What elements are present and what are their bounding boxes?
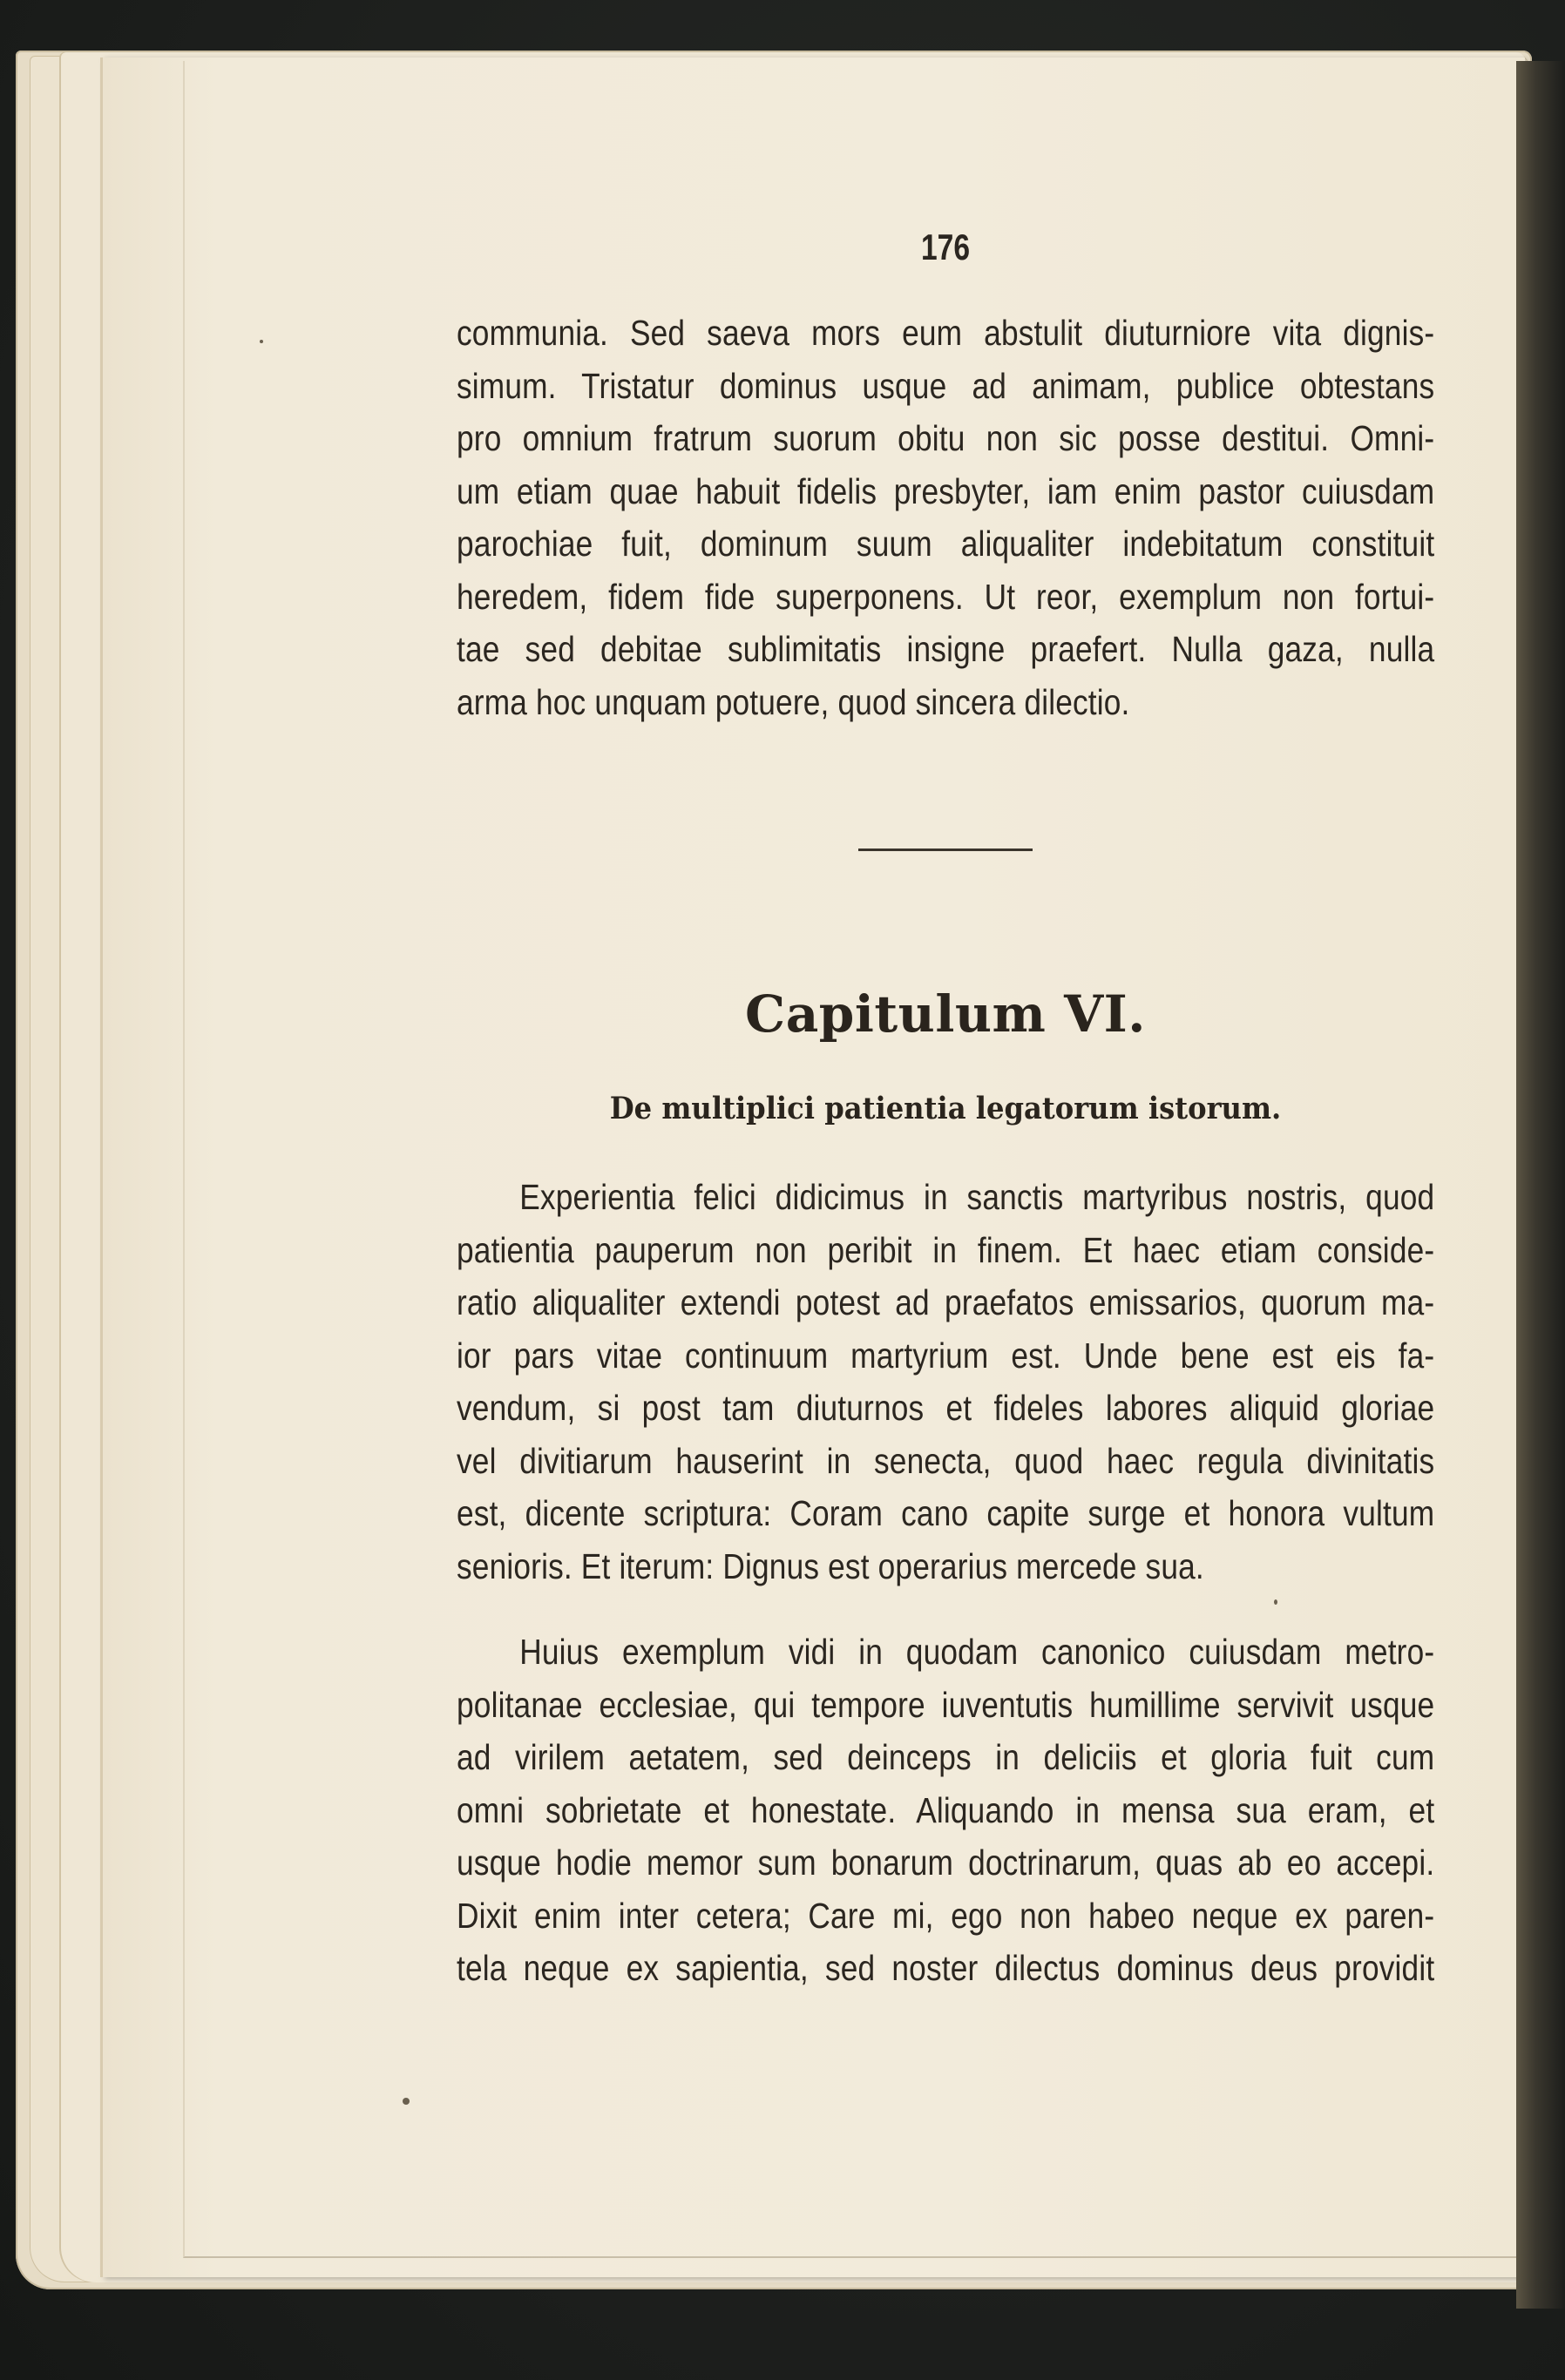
section-divider bbox=[858, 849, 1033, 851]
text-line: est, dicente scriptura: Coram cano capite surge et honora vultum bbox=[457, 1493, 1435, 1533]
text-line: tela neque ex sapientia, sed noster dilectus dominus deus providit bbox=[457, 1948, 1435, 1988]
text-line: arma hoc unquam potuere, quod sincera dilectio. bbox=[457, 681, 1130, 722]
text-line: ad virilem aetatem, sed deinceps in deliciis et gloria fuit cum bbox=[457, 1737, 1435, 1777]
chapter-subtitle: De multiplici patientia legatorum istorum. bbox=[609, 1091, 1282, 1126]
text-line: usque hodie memor sum bonarum doctrinarum, quas ab eo accepi. bbox=[457, 1842, 1435, 1883]
text-line: Dixit enim inter cetera; Care mi, ego non habeo neque ex paren- bbox=[457, 1895, 1435, 1936]
book-binding-shadow bbox=[1516, 61, 1565, 2309]
text-line: ior pars vitae continuum martyrium est. Unde bene est eis fa- bbox=[457, 1335, 1435, 1376]
text-line-content: Huius exemplum vidi in quodam canonico cuiusdam metro- bbox=[519, 1632, 1435, 1672]
text-line: communia. Sed saeva mors eum abstulit diuturniore vita dignis- bbox=[457, 313, 1435, 353]
text-line: omni sobrietate et honestate. Aliquando in mensa sua eram, et bbox=[457, 1789, 1435, 1830]
text-line: simum. Tristatur dominus usque ad animam, publice obtestans bbox=[457, 365, 1435, 406]
text-line: parochiae fuit, dominum suum aliqualiter indebitatum constituit bbox=[457, 524, 1435, 564]
paragraph-2 bbox=[457, 1171, 1434, 1592]
text-line: senioris. Et iterum: Dignus est operarius mercede sua. bbox=[457, 1545, 1204, 1586]
text-line: vendum, si post tam diuturnos et fideles labores aliquid gloriae bbox=[457, 1388, 1435, 1428]
text-line: tae sed debitae sublimitatis insigne praefert. Nulla gaza, nulla bbox=[457, 629, 1435, 669]
page-number: 176 bbox=[920, 227, 971, 267]
text-line: um etiam quae habuit fidelis presbyter, iam enim pastor cuiusdam bbox=[457, 470, 1435, 511]
text-line-content: Experientia felici didicimus in sanctis martyribus nostris, quod bbox=[519, 1177, 1435, 1217]
paragraph-1 bbox=[457, 307, 1434, 728]
chapter-title: Capitulum VI. bbox=[745, 984, 1146, 1044]
text-line: ratio aliqualiter extendi potest ad praefatos emissarios, quorum ma- bbox=[457, 1282, 1435, 1322]
paper-speck bbox=[1274, 1599, 1277, 1605]
text-line bbox=[457, 1626, 1434, 1679]
paragraph-3 bbox=[457, 1626, 1434, 1995]
text-line: heredem, fidem fide superponens. Ut reor, exemplum non fortui- bbox=[457, 576, 1435, 617]
text-line bbox=[457, 1171, 1434, 1224]
text-line: patientia pauperum non peribit in finem. Et haec etiam conside- bbox=[457, 1229, 1435, 1270]
text-line: politanae ecclesiae, qui tempore iuventutis humillime servivit usque bbox=[457, 1684, 1435, 1725]
text-line: pro omnium fratrum suorum obitu non sic posse destitui. Omni- bbox=[457, 418, 1435, 458]
paper-speck bbox=[260, 340, 263, 343]
text-line: vel divitiarum hauserint in senecta, quod haec regula divinitatis bbox=[457, 1440, 1435, 1481]
paper-speck bbox=[403, 2098, 410, 2105]
